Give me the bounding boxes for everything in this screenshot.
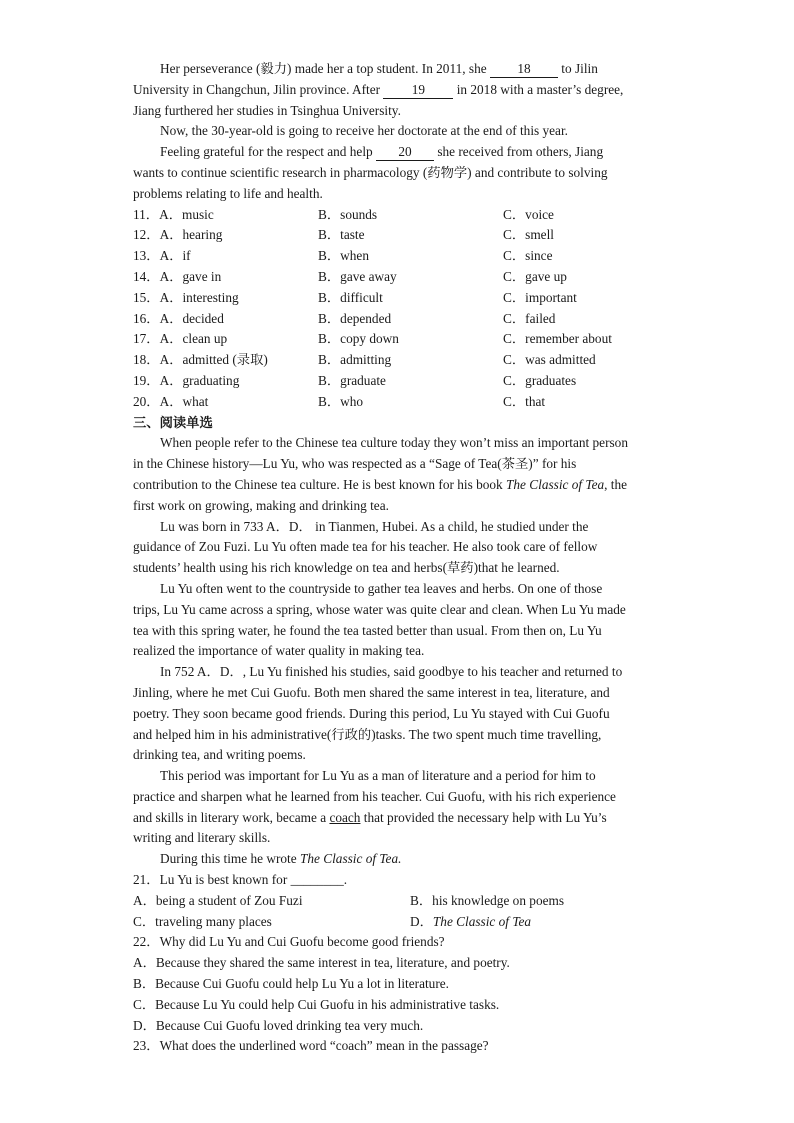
option-c: C．since (503, 248, 553, 264)
option-c: C．gave up (503, 268, 567, 284)
option-a: A．being a student of Zou Fuzi (133, 892, 303, 908)
reading-line: practice and sharpen what he learned from his teacher. Cui Guofu, with his rich experience (133, 788, 616, 804)
reading-line: students’ health using his rich knowledge on tea and herbs(草药)that he learned. (133, 560, 560, 576)
passage-line (133, 59, 663, 80)
option-c: C．failed (503, 310, 556, 326)
option-c: C．voice (503, 206, 554, 222)
option-d: D．Because Cui Guofu loved drinking tea very much. (133, 1017, 424, 1033)
option-c: C．remember about (503, 331, 612, 347)
question-21-options (133, 891, 663, 912)
option-row (133, 309, 663, 330)
reading-line: Lu was born in 733 A．D． in Tianmen, Hubei. As a child, he studied under the (160, 518, 589, 534)
reading-line: and skills in literary work, became a coach that provided the necessary help with Lu Yu’s (133, 809, 607, 825)
passage-line: problems relating to life and health. (133, 185, 323, 201)
passage-line: Jiang furthered her studies in Tsinghua University. (133, 102, 401, 118)
reading-line: During this time he wrote The Classic of Tea. (160, 851, 402, 867)
reading-line: In 752 A．D．, Lu Yu finished his studies, said goodbye to his teacher and returned to (160, 664, 623, 680)
option-c: C．was admitted (503, 352, 596, 368)
cloze-options (133, 205, 663, 413)
document-page (133, 59, 663, 1057)
option-b: B．taste (318, 227, 365, 243)
option-b: B．Because Cui Guofu could help Lu Yu a lot in literature. (133, 976, 449, 992)
reading-line: poetry. They soon became good friends. During this period, Lu Yu stayed with Cui Guofu (133, 705, 610, 721)
reading-line: Lu Yu often went to the countryside to gather tea leaves and herbs. On one of those (160, 580, 603, 596)
option-row (133, 267, 663, 288)
option-b: B．when (318, 248, 369, 264)
reading-line: This period was important for Lu Yu as a man of literature and a period for him to (160, 768, 596, 784)
option-a: 13．A．if (133, 248, 191, 264)
option-row (133, 225, 663, 246)
option-b: B．gave away (318, 268, 397, 284)
option-row (133, 392, 663, 413)
option-a: 18．A．admitted (录取) (133, 352, 268, 368)
option-row (133, 371, 663, 392)
reading-line: and helped him in his administrative(行政的)tasks. The two spent much time travelling, (133, 726, 602, 742)
option-c: C．smell (503, 227, 554, 243)
option-b: B．admitting (318, 352, 392, 368)
option-c: C．that (503, 393, 546, 409)
section-heading: 三、阅读单选 (133, 414, 213, 430)
reading-line: writing and literary skills. (133, 830, 271, 846)
blank-19: 19 (383, 82, 453, 99)
option-a: 16．A．decided (133, 310, 224, 326)
option-a: 17．A．clean up (133, 331, 228, 347)
passage-line (133, 80, 663, 101)
text: Feeling grateful for the respect and help (160, 144, 376, 160)
question-23-stem: 23．What does the underlined word “coach” mean in the passage? (133, 1038, 489, 1054)
book-title: The Classic of Tea. (299, 851, 402, 867)
reading-line: Jinling, where he met Cui Guofu. Both men shared the same interest in tea, literature, and (133, 684, 610, 700)
reading-line: tea with this spring water, he found the tea tasted better than usual. From then on, Lu Yu (133, 622, 602, 638)
option-b: B．difficult (318, 289, 383, 305)
reading-line: contribution to the Chinese tea culture. He is best known for his book The Classic of Tea, the (133, 476, 628, 492)
reading-line: in the Chinese history—Lu Yu, who was respected as a “Sage of Tea(茶圣)” for his (133, 456, 577, 472)
option-row (133, 329, 663, 350)
option-b: B．depended (318, 310, 392, 326)
passage-line (133, 142, 663, 163)
option-b: B．sounds (318, 206, 378, 222)
option-row (133, 288, 663, 309)
blank-20: 20 (376, 144, 434, 161)
reading-line: guidance of Zou Fuzi. Lu Yu often made tea for his teacher. He also took care of fellow (133, 539, 598, 555)
question-22-stem: 22．Why did Lu Yu and Cui Guofu become good friends? (133, 934, 445, 950)
option-b: B．who (318, 393, 364, 409)
text: to Jilin (557, 61, 598, 76)
book-title: The Classic of Tea (432, 913, 532, 929)
option-b: B．copy down (318, 331, 399, 347)
question-21-options (133, 912, 663, 933)
reading-line: trips, Lu Yu came across a spring, whose water was quite clear and clean. When Lu Yu made (133, 601, 626, 617)
book-title: The Classic of Tea (505, 476, 605, 492)
option-row (133, 350, 663, 371)
passage-line: Now, the 30-year-old is going to receive her doctorate at the end of this year. (160, 123, 568, 139)
option-c: C．traveling many places (133, 913, 272, 929)
reading-line: When people refer to the Chinese tea culture today they won’t miss an important person (160, 435, 628, 451)
option-row (133, 246, 663, 267)
option-c: C．Because Lu Yu could help Cui Guofu in his administrative tasks. (133, 996, 500, 1012)
option-b: B．his knowledge on poems (410, 892, 565, 908)
option-a: 14．A．gave in (133, 268, 222, 284)
text: in 2018 with a master’s degree, (453, 81, 624, 97)
option-a: 20．A．what (133, 393, 209, 409)
option-c: C．graduates (503, 372, 577, 388)
reading-line: first work on growing, making and drinking tea. (133, 497, 389, 513)
reading-line: drinking tea, and writing poems. (133, 747, 306, 763)
option-a: A．Because they shared the same interest in tea, literature, and poetry. (133, 955, 510, 971)
text: Her perseverance (毅力) made her a top student. In 2011, she (160, 61, 490, 76)
option-a: 15．A．interesting (133, 289, 239, 305)
blank-18: 18 (490, 61, 558, 78)
question-21-stem: 21．Lu Yu is best known for ________. (133, 872, 348, 888)
underlined-word: coach (329, 809, 361, 825)
text: University in Changchun, Jilin province. After (133, 81, 384, 97)
text: she received from others, Jiang (434, 144, 604, 160)
option-a: 12．A．hearing (133, 227, 223, 243)
option-a: 19．A．graduating (133, 372, 240, 388)
option-a: 11．A．music (133, 206, 214, 222)
passage-line: wants to continue scientific research in pharmacology (药物学) and contribute to solving (133, 164, 608, 180)
option-b: B．graduate (318, 372, 386, 388)
option-row (133, 205, 663, 226)
reading-line: realized the importance of water quality in making tea. (133, 643, 425, 659)
option-d: D．The Classic of Tea (410, 913, 532, 929)
option-c: C．important (503, 289, 577, 305)
